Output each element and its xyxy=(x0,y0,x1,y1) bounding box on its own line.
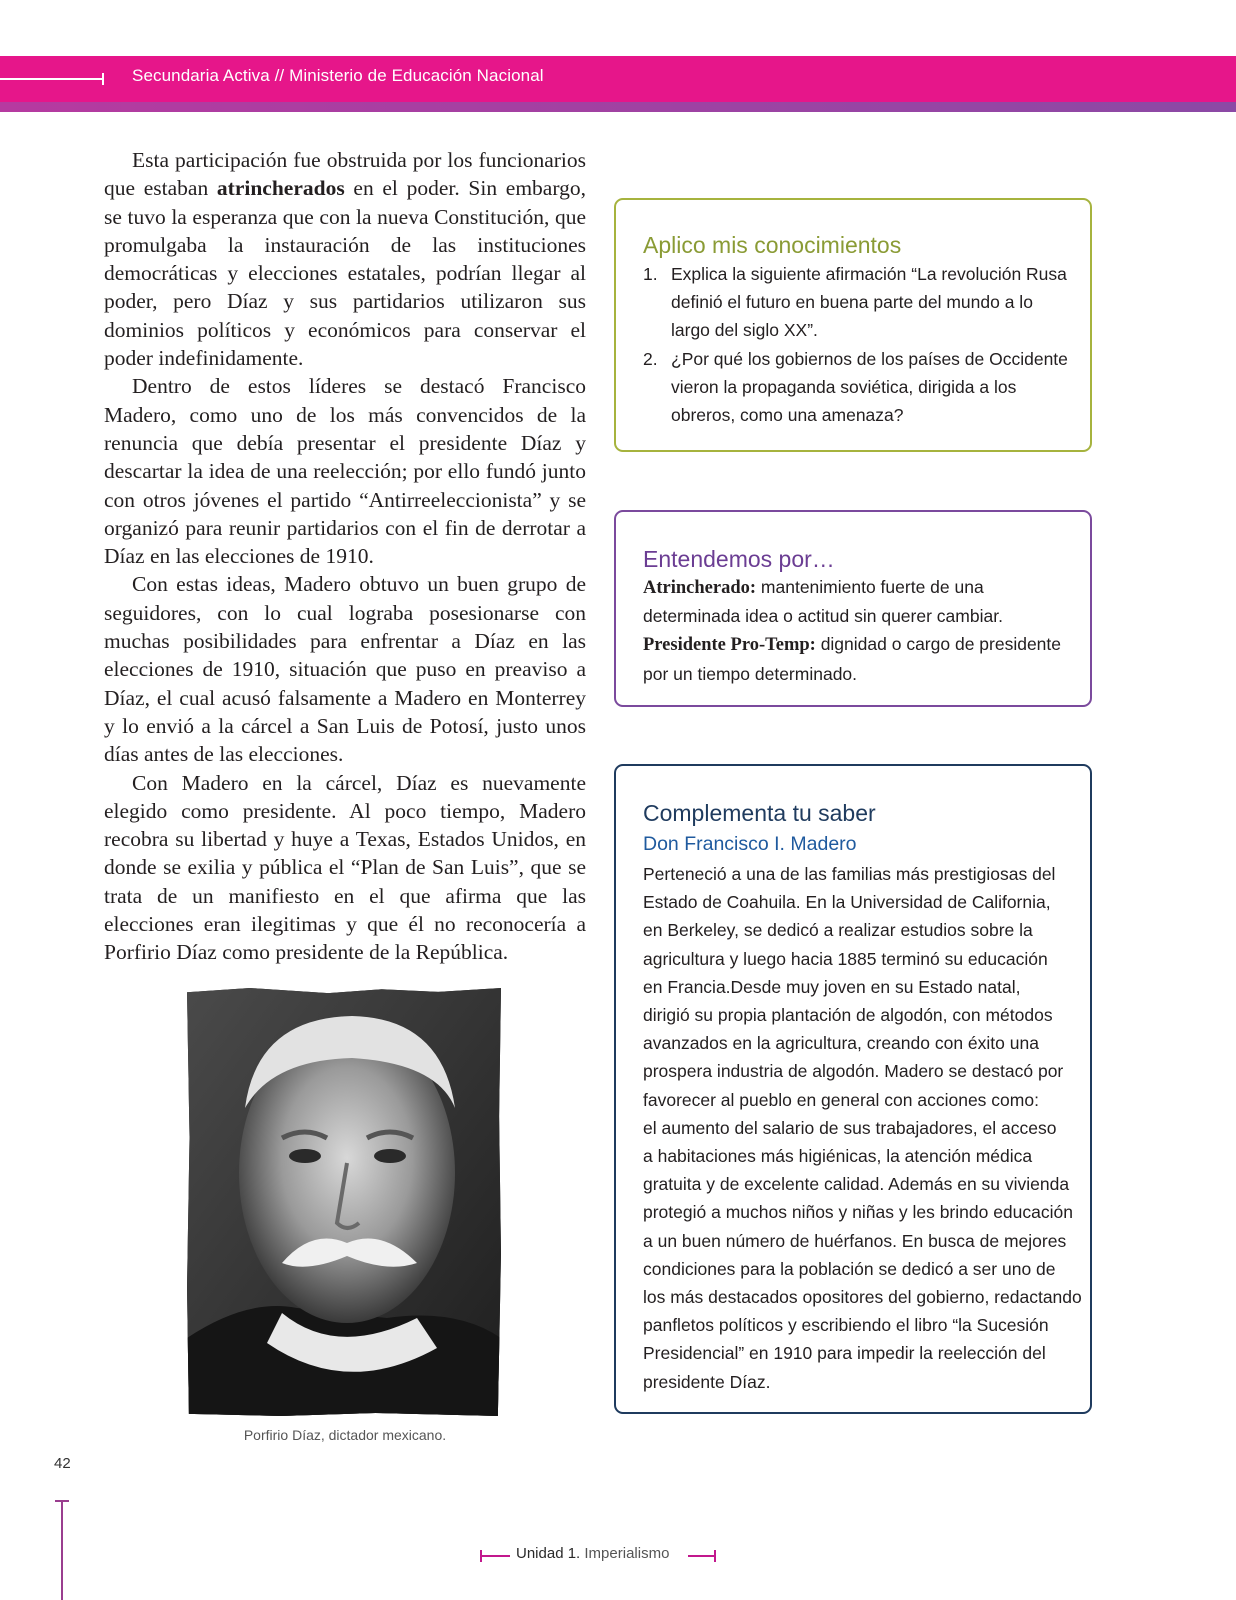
header-rule-tick xyxy=(102,73,104,85)
footer-rule-left xyxy=(482,1555,510,1557)
paragraph-4: Con Madero en la cárcel, Díaz es nuevamente elegido como presidente. Al poco tiempo, Madero recobra su libertad y huye a Texas, Estados Unidos, en donde se exilia y pública el “Plan de San Luis”, que se trata de un manifiesto en el que afirma que las elecciones eran ilegitimas y que él no reconocería a Porfirio Díaz como presidente de la República. xyxy=(104,770,586,965)
list-item: 1. Explica la siguiente afirmación “La revolución Rusa definió el futuro en buena parte del mundo a lo largo del siglo XX”. xyxy=(643,264,1067,341)
paragraph-3: Con estas ideas, Madero obtuvo un buen grupo de seguidores, con lo cual lograba posesionarse con muchas posibilidades para enfrentar a Díaz en las elecciones de 1910, situación que puso en preaviso a Díaz, el cual acusó falsamente a Madero en Monterrey y lo envió a la cárcel a San Luis de Potosí, justo unos días antes de las elecciones. xyxy=(104,572,586,767)
entendemos-box xyxy=(614,510,1092,707)
paragraph-2: Dentro de estos líderes se destacó Francisco Madero, como uno de los más convencidos de la renuncia que debía presentar el presidente Díaz y descartar la idea de una reelección; por ello fundó junto con otros jóvenes el partido “Antirreeleccionista” y se organizó para reunir partidarios con el fin de derrotar a Díaz en las elecciones de 1910. xyxy=(104,374,586,569)
left-margin-rule-tick xyxy=(55,1500,69,1502)
header-rule xyxy=(0,78,102,80)
main-text-column xyxy=(104,146,586,967)
paragraph-1: Esta participación fue obstruida por los funcionarios que estaban atrincherados en el poder. Sin embargo, se tuvo la esperanza que con la nueva Constitución, que promulgaba la instauración de las instituciones democráticas y elecciones estatales, podrían llegar al poder, pero Díaz y sus partidarios utilizaron sus dominios políticos y económicos para conservar el poder indefinidamente. xyxy=(104,148,586,371)
page-number: 42 xyxy=(54,1455,71,1472)
header-gradient-strip xyxy=(0,102,1236,112)
definition: Atrincherado: mantenimiento fuerte de una determinada idea o actitud sin querer cambiar. xyxy=(643,577,1003,627)
aplico-list xyxy=(643,260,1073,429)
complementa-subtitle: Don Francisco I. Madero xyxy=(643,833,857,855)
bold-term: atrincherados xyxy=(216,176,345,201)
footer xyxy=(480,1545,716,1567)
entendemos-title: Entendemos por… xyxy=(643,546,835,572)
footer-label: Unidad 1. Imperialismo xyxy=(516,1545,670,1562)
aplico-box xyxy=(614,198,1092,452)
complementa-title: Complementa tu saber xyxy=(643,800,876,826)
portrait-photo xyxy=(187,988,501,1416)
definitions xyxy=(643,573,1083,688)
complementa-text: Perteneció a una de las familias más prestigiosas del Estado de Coahuila. En la Universidad de California, en Berkeley, se dedicó a realizar estudios sobre la agricultura y luego hacia 1885 terminó su educación en Francia.Desde muy joven en su Estado natal, dirigió su propia plantación de algodón, con métodos avanzados en la agricultura, creando con éxito una prospera industria de algodón. Madero se destacó por favorecer al pueblo en general con acciones como: el aumento del salario de sus trabajadores, el acceso a habitaciones más higiénicas, la atención médica gratuita y de excelente calidad. Además en su vivienda protegió a muchos niños y niñas y les brindo educación a un buen número de huérfanos. En busca de mejores condiciones para la población se dedicó a ser uno de los más destacados opositores del gobierno, redactando panfletos políticos y escribiendo el libro “la Sucesión Presidencial” en 1910 para impedir la reelección del presidente Díaz. xyxy=(643,864,1082,1392)
photo-caption: Porfirio Díaz, dictador mexicano. xyxy=(243,1427,447,1443)
complementa-box xyxy=(614,764,1092,1414)
header-title: Secundaria Activa // Ministerio de Educación Nacional xyxy=(132,66,544,85)
list-item: 2. ¿Por qué los gobiernos de los países de Occidente vieron la propaganda soviética, dirigida a los obreros, como una amenaza? xyxy=(643,348,1068,426)
left-margin-rule xyxy=(61,1500,63,1600)
footer-rule-right xyxy=(688,1555,716,1557)
footer-tick-right xyxy=(714,1550,716,1562)
definition: Presidente Pro-Temp: dignidad o cargo de presidente por un tiempo determinado. xyxy=(643,634,1062,684)
aplico-title: Aplico mis conocimientos xyxy=(643,232,902,258)
